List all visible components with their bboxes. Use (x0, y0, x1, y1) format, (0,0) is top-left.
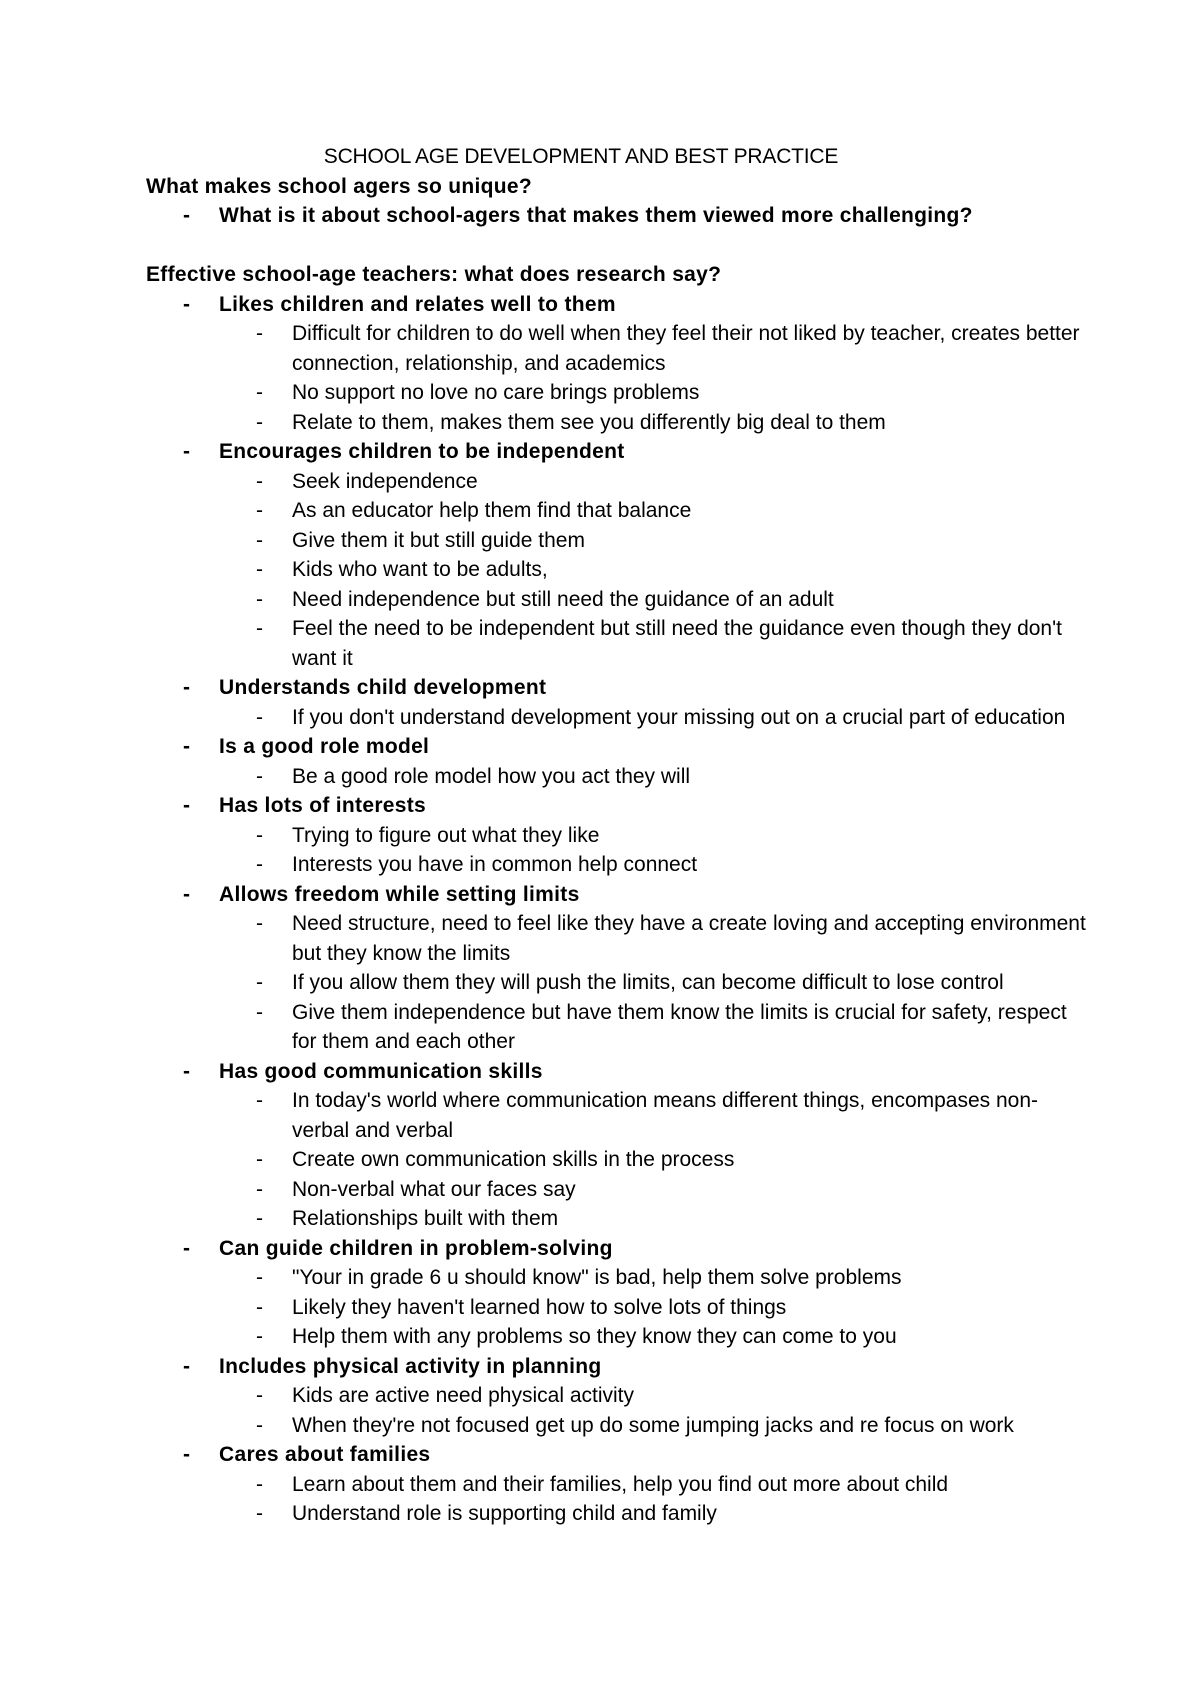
sub-bullet-text: Kids are active need physical activity (292, 1384, 634, 1407)
bullet-marker: - (256, 1502, 263, 1525)
sub-bullet-item (146, 1086, 1086, 1145)
sub-bullet-item (146, 1263, 1086, 1293)
bullet-item (146, 1057, 1086, 1087)
bullet-item (146, 201, 1086, 231)
sub-bullet-text: Relate to them, makes them see you differently big deal to them (292, 410, 886, 434)
sub-bullet-item (146, 467, 1086, 497)
sub-bullet-item (146, 1204, 1086, 1234)
bullet-marker: - (256, 971, 263, 994)
bullet-marker: - (256, 1295, 263, 1319)
bullet-marker: - (183, 1354, 191, 1378)
bullet-text: Is a good role model (219, 735, 430, 758)
sub-bullet-item (146, 821, 1086, 851)
bullet-marker: - (183, 204, 191, 227)
bullet-text: Understands child development (219, 676, 547, 699)
bullet-marker: - (256, 528, 263, 552)
bullet-text: Can guide children in problem-solving (219, 1236, 613, 1260)
sub-bullet-text: Seek independence (292, 469, 478, 493)
sub-bullet-text: Non-verbal what our faces say (292, 1177, 576, 1201)
bullet-marker: - (183, 735, 191, 758)
bullet-marker: - (256, 587, 263, 611)
bullet-marker: - (256, 1089, 263, 1112)
sub-bullet-item (146, 614, 1086, 673)
bullet-marker: - (256, 705, 263, 729)
sub-bullet-item (146, 526, 1086, 556)
sub-bullet-item (146, 555, 1086, 585)
bullet-marker: - (256, 1266, 263, 1289)
bullet-item (146, 437, 1086, 467)
sub-bullet-text: As an educator help them find that balance (292, 499, 692, 522)
sub-bullet-text: Trying to figure out what they like (292, 823, 600, 847)
bullet-item (146, 732, 1086, 762)
bullet-marker: - (183, 882, 191, 906)
bullet-text: Cares about families (219, 1443, 431, 1466)
bullet-text: Encourages children to be independent (219, 440, 625, 463)
sub-bullet-text: Need independence but still need the guidance of an adult (292, 587, 834, 611)
sub-bullet-text: Likely they haven't learned how to solve lots of things (292, 1295, 787, 1319)
section-heading: What makes school agers so unique? (146, 174, 532, 198)
sub-bullet-item (146, 703, 1086, 733)
sub-bullet-item (146, 998, 1086, 1057)
blank-line (146, 231, 1086, 261)
bullet-text: Has good communication skills (219, 1059, 543, 1083)
bullet-marker: - (256, 1207, 263, 1230)
bullet-marker: - (256, 1325, 263, 1348)
bullet-item (146, 791, 1086, 821)
bullet-marker: - (256, 823, 263, 847)
sub-bullet-item (146, 968, 1086, 998)
bullet-marker: - (183, 676, 191, 699)
sub-bullet-text: Help them with any problems so they know they can come to you (292, 1325, 897, 1348)
sub-bullet-text: When they're not focused get up do some jumping jacks and re focus on work (292, 1413, 1014, 1437)
bullet-marker: - (256, 617, 263, 640)
bullet-item (146, 1352, 1086, 1382)
bullet-marker: - (256, 1177, 263, 1201)
bullet-item (146, 673, 1086, 703)
bullet-item (146, 1234, 1086, 1264)
bullet-marker: - (183, 292, 191, 316)
section-2-list (146, 290, 1086, 1529)
sub-bullet-item (146, 408, 1086, 438)
sub-bullet-item (146, 1381, 1086, 1411)
sub-bullet-item (146, 496, 1086, 526)
section-heading: Effective school-age teachers: what does research say? (146, 263, 722, 286)
bullet-marker: - (183, 1059, 191, 1083)
document-content (146, 142, 1086, 1529)
sub-bullet-item (146, 378, 1086, 408)
sub-bullet-item (146, 1145, 1086, 1175)
sub-bullet-text: Difficult for children to do well when they feel their not liked by teacher, creates better connection, relationship, and academics (292, 322, 1080, 375)
sub-bullet-text: If you allow them they will push the limits, can become difficult to lose control (292, 971, 1004, 994)
sub-bullet-item (146, 1499, 1086, 1529)
sub-bullet-item (146, 762, 1086, 792)
bullet-marker: - (256, 499, 263, 522)
bullet-text: Has lots of interests (219, 794, 427, 817)
bullet-marker: - (256, 1413, 263, 1437)
bullet-text: What is it about school-agers that makes them viewed more challenging? (219, 204, 973, 227)
bullet-marker: - (183, 1443, 191, 1466)
bullet-text: Includes physical activity in planning (219, 1354, 602, 1378)
bullet-marker: - (256, 1148, 263, 1171)
sub-bullet-item (146, 1411, 1086, 1441)
bullet-marker: - (256, 1384, 263, 1407)
bullet-marker: - (183, 440, 191, 463)
sub-bullet-item (146, 585, 1086, 615)
bullet-marker: - (256, 1472, 263, 1496)
sub-bullet-item (146, 319, 1086, 378)
bullet-item (146, 880, 1086, 910)
bullet-marker: - (256, 469, 263, 493)
bullet-marker: - (256, 764, 263, 788)
bullet-marker: - (256, 410, 263, 434)
sub-bullet-text: Interests you have in common help connect (292, 853, 698, 876)
section-1-list (146, 201, 1086, 231)
document-title: SCHOOL AGE DEVELOPMENT AND BEST PRACTICE (323, 145, 839, 168)
sub-bullet-text: Create own communication skills in the process (292, 1148, 735, 1171)
bullet-marker: - (256, 381, 263, 404)
bullet-marker: - (256, 853, 263, 876)
sub-bullet-text: Kids who want to be adults, (292, 558, 548, 581)
bullet-text: Likes children and relates well to them (219, 292, 616, 316)
sub-bullet-item (146, 909, 1086, 968)
sub-bullet-item (146, 1322, 1086, 1352)
sub-bullet-text: Feel the need to be independent but still need the guidance even though they don't want it (292, 617, 1062, 670)
sub-bullet-text: Give them it but still guide them (292, 528, 585, 552)
sub-bullet-text: Be a good role model how you act they will (292, 764, 691, 788)
bullet-marker: - (256, 558, 263, 581)
sub-bullet-text: Learn about them and their families, help you find out more about child (292, 1472, 949, 1496)
sub-bullet-text: In today's world where communication means different things, encompases non-verbal and verbal (292, 1089, 1039, 1142)
sub-bullet-text: Relationships built with them (292, 1207, 559, 1230)
sub-bullet-text: If you don't understand development your missing out on a crucial part of education (292, 705, 1066, 729)
sub-bullet-item (146, 1470, 1086, 1500)
bullet-marker: - (183, 794, 191, 817)
bullet-marker: - (256, 912, 263, 935)
sub-bullet-text: Need structure, need to feel like they have a create loving and accepting environment but they know the limits (292, 912, 1086, 965)
sub-bullet-text: Understand role is supporting child and family (292, 1502, 717, 1525)
sub-bullet-item (146, 1293, 1086, 1323)
bullet-marker: - (256, 322, 263, 345)
bullet-marker: - (183, 1236, 191, 1260)
bullet-item (146, 1440, 1086, 1470)
bullet-marker: - (256, 1000, 263, 1024)
sub-bullet-item (146, 850, 1086, 880)
sub-bullet-text: No support no love no care brings problems (292, 381, 700, 404)
sub-bullet-item (146, 1175, 1086, 1205)
bullet-item (146, 290, 1086, 320)
sub-bullet-text: "Your in grade 6 u should know" is bad, help them solve problems (292, 1266, 902, 1289)
bullet-text: Allows freedom while setting limits (219, 882, 580, 906)
sub-bullet-text: Give them independence but have them know the limits is crucial for safety, respect for them and each other (292, 1000, 1067, 1053)
